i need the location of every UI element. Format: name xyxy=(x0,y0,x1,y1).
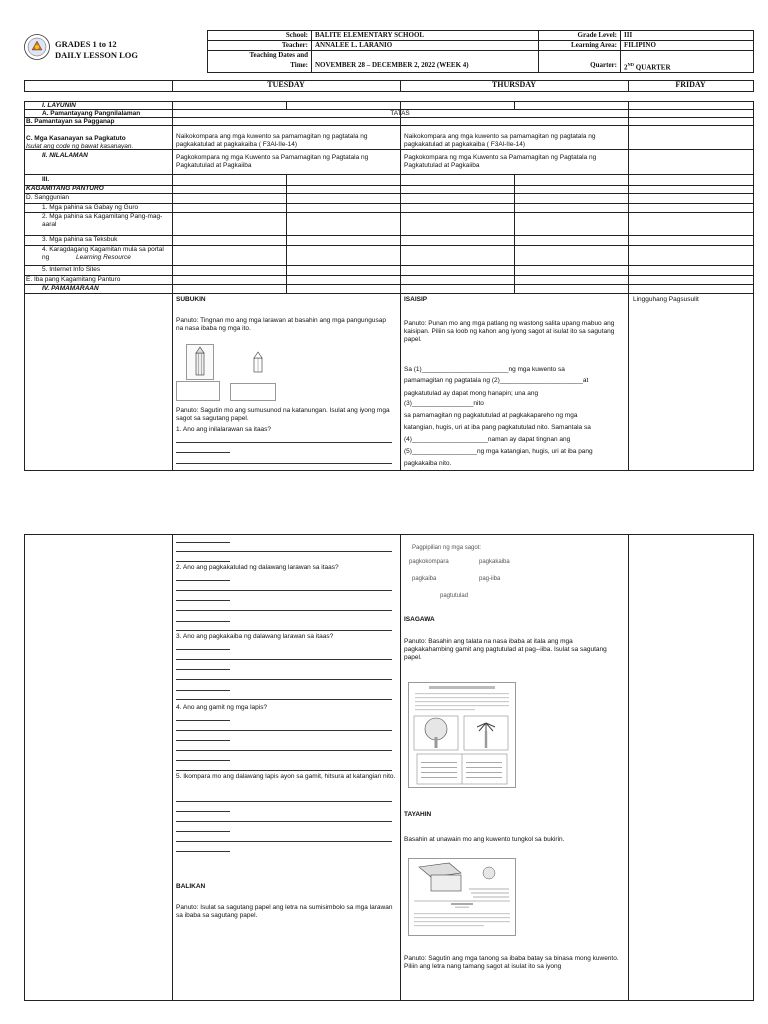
isaisip-heading: ISAISIP xyxy=(404,296,428,303)
balikan-heading: BALIKAN xyxy=(176,883,206,890)
tayahin-heading: TAYAHIN xyxy=(404,811,432,818)
answer-line xyxy=(176,669,230,670)
word-choice: pagtutulad xyxy=(440,593,469,599)
balikan-panuto: Panuto: Isulat sa sagutang papel ang letra na sumisimbolo sa mga larawan sa ibaba sa sagutang papel. xyxy=(176,904,393,919)
pagpipilian-label: Pagpipilian ng mga sagot: xyxy=(412,545,482,551)
logo-title-line2: DAILY LESSON LOG xyxy=(55,50,138,60)
question-3: 3. Ano ang pagkakaiba ng dalawang larawan sa itaas? xyxy=(176,633,334,640)
answer-line xyxy=(176,463,392,464)
fill-line-7: (4)_____________________naman ay dapat tingnan ang xyxy=(404,436,571,443)
area-value: FILIPINO xyxy=(624,41,656,49)
area-label: Learning Area: xyxy=(571,41,617,49)
trees-worksheet-image xyxy=(408,682,516,788)
answer-line xyxy=(176,699,392,700)
deped-seal-icon xyxy=(24,34,50,60)
answer-line xyxy=(176,841,392,842)
pencil-image-1 xyxy=(186,344,214,380)
fill-line-6: katangian, hugis, uri at iba pang pagkatutulad nito. Samantala sa xyxy=(404,424,591,431)
tatas-label: TATAS xyxy=(390,110,410,117)
quarter-rest: QUARTER xyxy=(634,63,671,72)
question-5: 5. Ikompara mo ang dalawang lapis ayon sa gamit, hitsura at katangian nito. xyxy=(176,773,396,780)
grade-value: III xyxy=(624,31,633,39)
dates-label-2: Time: xyxy=(290,61,308,69)
fill-line-8: (5)__________________ng mga katangian, hugis, uri at iba pang xyxy=(404,448,593,455)
row-gabay: 1. Mga pahina sa Gabay ng Guro xyxy=(42,204,139,211)
row-kagamitan: KAGAMITANG PANTURO xyxy=(26,185,104,192)
row-karagdagang-lr: Learning Resource xyxy=(76,254,131,261)
answer-line xyxy=(176,452,230,453)
answer-line xyxy=(176,630,392,631)
isaisip-panuto: Panuto: Punan mo ang mga patlang ng wastong salita upang mabuo ang kaisipan. Piliin sa loob ng kahon ang iyong sagot at isulat ito sa sagutang papel. xyxy=(404,320,615,343)
day-header-thursday: THURSDAY xyxy=(491,80,537,89)
word-choice: pagkokompara xyxy=(409,559,449,565)
caption-box-2 xyxy=(230,383,276,401)
row-teksbuk: 3. Mga pahina sa Teksbuk xyxy=(42,236,118,243)
tayahin-panuto: Basahin at unawain mo ang kuwento tungkol sa bukirin. xyxy=(404,836,565,843)
answer-line xyxy=(176,750,392,751)
quarter-value xyxy=(624,61,671,71)
answer-line xyxy=(176,720,230,721)
answer-line xyxy=(176,851,230,852)
row-sanggunian: D. Sanggunian xyxy=(26,194,70,201)
row-layunin: I. LAYUNIN xyxy=(42,102,76,109)
row-iii: III. xyxy=(42,176,50,183)
day-header-tuesday: TUESDAY xyxy=(267,80,305,89)
answer-line xyxy=(176,730,392,731)
fill-line-3: pagkatutulad ay dapat mong hanapin; una ang xyxy=(404,390,539,397)
question-2: 2. Ano ang pagkakatulad ng dalawang larawan sa itaas? xyxy=(176,564,339,571)
fill-line-9: pagkakaiba nito. xyxy=(404,460,452,467)
word-choice: pag-iiba xyxy=(479,576,501,582)
school-label: School: xyxy=(285,31,308,39)
teacher-value: ANNALEE L. LARANIO xyxy=(315,41,393,49)
row-kasanayan: C. Mga Kasanayan sa Pagkatuto xyxy=(26,135,126,142)
question-1: 1. Ano ang inilalarawan sa itaas? xyxy=(176,426,272,433)
answer-line xyxy=(176,649,230,650)
fill-line-5: sa pamamagitan ng pagkatutulad at pagkakapareho ng mga xyxy=(404,412,578,419)
row-pagganap: B. Pamantayan sa Pagganap xyxy=(26,118,115,125)
teacher-label: Teacher: xyxy=(281,41,308,49)
word-choice: pagkaiba xyxy=(412,576,437,582)
row-nilalaman: II. NILALAMAN xyxy=(42,152,88,159)
friday-lingguhang: Lingguhang Pagsusulit xyxy=(633,296,699,303)
nilalaman-thursday: Pagkokompara ng mga Kuwento sa Pamamagitan ng Pagtatala ng Pagkatutulad at Pagkaiiba xyxy=(404,154,597,169)
row-pangnilalaman: A. Pamantayang Pangnilalaman xyxy=(42,110,141,117)
fill-line-1: Sa (1)________________________ng mga kuwento sa xyxy=(404,366,565,373)
answer-line xyxy=(176,590,392,591)
kasanayan-tuesday: Naikokompara ang mga kuwento sa pamamagitan ng pagtatala ng pagkakatulad at pagkakaiba ( F3Al-IIe-14) xyxy=(176,133,368,148)
answer-line xyxy=(176,580,230,581)
kasanayan-thursday: Naikokompara ang mga kuwento sa pamamagitan ng pagtatala ng pagkakatulad at pagkakaiba ( F3Al-IIe-14) xyxy=(404,133,596,148)
answer-line xyxy=(176,811,230,812)
answer-line xyxy=(176,770,392,771)
subukin-panuto2: Panuto: Sagutin mo ang sumusunod na katanungan. Isulat ang iyong mga sagot sa sagutang papel. xyxy=(176,407,390,422)
fill-line-4: (3)_________________nito xyxy=(404,400,484,407)
quarter-num: 2 xyxy=(624,63,628,72)
row-iba-pang: E. Iba pang Kagamitang Panturo xyxy=(26,276,121,283)
answer-line xyxy=(176,442,392,443)
answer-line xyxy=(176,659,392,660)
logo-title-line1: GRADES 1 to 12 xyxy=(55,39,117,49)
answer-line xyxy=(176,551,392,552)
quarter-label: Quarter: xyxy=(590,61,617,69)
quarter-sup: ND xyxy=(627,62,634,67)
answer-line xyxy=(176,600,230,601)
answer-line xyxy=(176,831,230,832)
answer-line xyxy=(176,561,230,562)
tayahin-panuto2: Panuto: Sagutin ang mga tanong sa ibaba batay sa binasa mong kuwento. Piliin ang letra nang tamang sagot at isulat ito sa iyong xyxy=(404,955,619,970)
row-karagdagang: 4. Karagdagang Kagamitan mula sa portal ng xyxy=(42,246,164,261)
answer-line xyxy=(176,801,392,802)
answer-line xyxy=(176,679,392,680)
school-value: BALITE ELEMENTARY SCHOOL xyxy=(315,31,425,39)
subukin-heading: SUBUKIN xyxy=(176,296,206,303)
answer-line xyxy=(176,821,392,822)
dates-label-1: Teaching Dates and xyxy=(249,51,308,59)
isagawa-heading: ISAGAWA xyxy=(404,616,435,623)
grade-label: Grade Level: xyxy=(577,31,617,39)
row-internet: 5. Internet Info Sites xyxy=(42,266,101,273)
row-kagamitan-pang: 2. Mga pahina sa Kagamitang Pang-mag-aaral xyxy=(42,213,163,228)
caption-box-1 xyxy=(176,381,220,401)
fill-line-2: pamamagitan ng pagtatala ng (2)_______________________at xyxy=(404,377,589,384)
answer-line xyxy=(176,610,392,611)
day-header-friday: FRIDAY xyxy=(675,80,706,89)
answer-line xyxy=(176,542,230,543)
row-kasanayan-note: Isulat ang code ng bawat kasanayan. xyxy=(26,143,134,150)
subukin-panuto: Panuto: Tingnan mo ang mga larawan at basahin ang mga pangungusap na nasa ibaba ng mga ito. xyxy=(176,317,386,332)
answer-line xyxy=(176,621,230,622)
question-4: 4. Ano ang gamit ng mga lapis? xyxy=(176,704,268,711)
word-choice: pagkakaiba xyxy=(479,559,510,565)
answer-line xyxy=(176,760,230,761)
isagawa-panuto: Panuto: Basahin ang talata na nasa ibaba at itala ang mga pagkakahambing gamit ang pagtutulad at pag--iiba. Isulat sa sagutang papel. xyxy=(404,638,607,661)
answer-line xyxy=(176,690,230,691)
row-pamamaraan: IV. PAMAMARAAN xyxy=(42,285,99,292)
dates-value: NOVEMBER 28 – DECEMBER 2, 2022 (WEEK 4) xyxy=(315,61,469,69)
nilalaman-tuesday: Pagkokompara ng mga Kuwento sa Pamamagitan ng Pagtatala ng Pagkatutulad at Pagkaiiba xyxy=(176,154,369,169)
pencil-image-2 xyxy=(251,350,265,374)
answer-line xyxy=(176,740,230,741)
farm-story-image xyxy=(408,858,516,936)
